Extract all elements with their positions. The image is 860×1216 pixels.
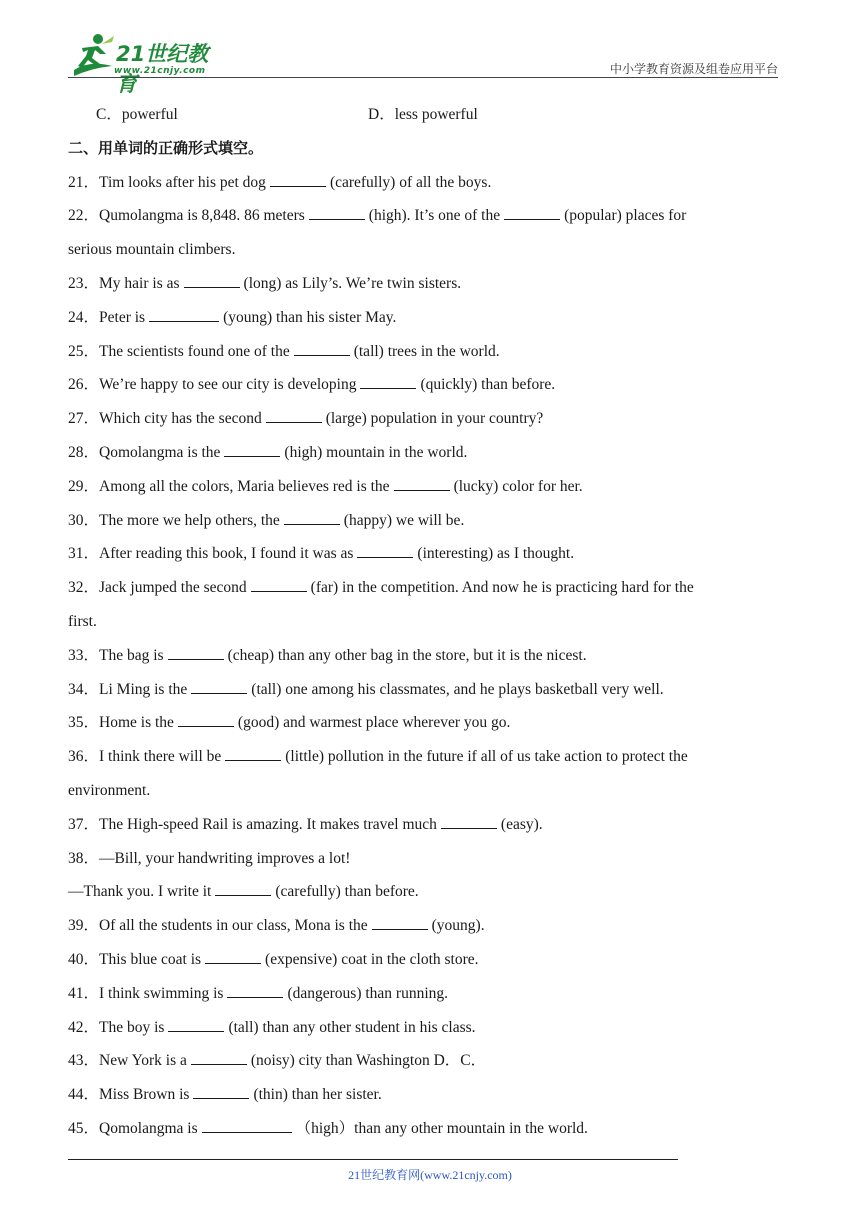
question-line [68,470,780,504]
answer-blank[interactable] [270,172,326,187]
question-text: (expensive) coat in the cloth store. [265,950,479,968]
question-number: 28． [68,443,100,461]
question-text: Peter is [99,308,146,326]
question-line [68,673,780,707]
question-line [68,166,780,200]
question-number: 27． [68,410,100,428]
question-number: 44． [68,1086,100,1104]
question-number: 40． [68,950,100,968]
question-text: (lucky) color for her. [453,477,583,495]
question-line [68,943,780,977]
question-text: The more we help others, the [99,511,280,529]
question-text: (easy). [500,815,543,833]
question-line [68,335,780,369]
answer-blank[interactable] [191,1050,247,1065]
question-text: (tall) trees in the world. [353,342,500,360]
answer-blank[interactable] [227,983,283,998]
question-text: New York is a [99,1052,187,1070]
question-line [68,605,780,639]
question-text: (far) in the competition. And now he is practicing hard for the [310,579,694,597]
question-number: 43． [68,1052,100,1070]
question-line [68,639,780,673]
question-text: We’re happy to see our city is developing [99,376,357,394]
question-text: —Bill, your handwriting improves a lot! [99,849,351,867]
question-line [68,402,780,436]
question-text: (long) as Lily’s. We’re twin sisters. [243,274,462,292]
question-text: Qomolangma is the [99,443,221,461]
question-text: Li Ming is the [99,680,188,698]
question-text: Home is the [99,714,174,732]
answer-blank[interactable] [225,746,281,761]
logo-url: www.21cnjy.com [114,66,206,76]
question-number: 21． [68,173,100,191]
question-text: (interesting) as I thought. [417,545,575,563]
page-header [68,30,778,96]
question-number: 30． [68,511,100,529]
question-number: 26． [68,376,100,394]
answer-options [68,98,780,132]
question-line [68,740,780,774]
question-number: 25． [68,342,100,360]
header-divider [68,77,778,78]
question-text: (tall) one among his classmates, and he plays basketball very well. [251,680,664,698]
question-text: —Thank you. I write it [68,883,212,901]
question-number: 24． [68,308,100,326]
question-line [68,1112,780,1146]
question-text: This blue coat is [99,950,202,968]
question-line [68,875,780,909]
answer-blank[interactable] [215,881,271,896]
platform-name: 中小学教育资源及组卷应用平台 [609,62,778,76]
answer-blank[interactable] [205,949,261,964]
question-text: Qomolangma is [99,1119,198,1137]
question-line [68,808,780,842]
page-footer: 21世纪教育网(www.21cnjy.com) [348,1168,512,1182]
question-text: (young). [431,917,485,935]
question-line [68,706,780,740]
question-number: 35． [68,714,100,732]
question-text: The bag is [99,646,164,664]
question-number: 32． [68,579,100,597]
question-text: The boy is [99,1018,165,1036]
question-text: The High-speed Rail is amazing. It makes travel much [99,815,437,833]
question-number: 23． [68,274,100,292]
answer-blank[interactable] [251,577,307,592]
answer-blank[interactable] [284,510,340,525]
question-line [68,233,780,267]
question-text: (tall) than any other student in his class. [228,1018,476,1036]
section-title: 二、用单词的正确形式填空。 [68,138,264,157]
question-text: (quickly) than before. [420,376,556,394]
answer-blank[interactable] [360,374,416,389]
question-number: 45． [68,1119,100,1137]
question-number: 33． [68,646,100,664]
question-line [68,977,780,1011]
runner-logo-icon [68,32,118,78]
question-line [68,436,780,470]
question-text: Of all the students in our class, Mona is the [99,917,368,935]
question-text: (little) pollution in the future if all of us take action to protect the [285,748,688,766]
question-text: (large) population in your country? [325,410,544,428]
question-text: first. [68,612,97,630]
option-d: D．less powerful [368,106,478,123]
answer-blank[interactable] [394,476,450,491]
option-c: C．powerful [96,106,178,123]
answer-blank[interactable] [504,205,560,220]
question-text: (carefully) than before. [275,883,419,901]
footer-divider [68,1159,678,1160]
question-text: The scientists found one of the [99,342,290,360]
question-text: (popular) places for [564,207,687,225]
question-text: (happy) we will be. [343,511,465,529]
answer-blank[interactable] [178,712,234,727]
answer-blank[interactable] [372,915,428,930]
question-text: (cheap) than any other bag in the store, but it is the nicest. [227,646,587,664]
question-line [68,267,780,301]
question-line [68,199,780,233]
question-text: (good) and warmest place wherever you go. [237,714,511,732]
question-line [68,1011,780,1045]
question-line [68,571,780,605]
question-number: 39． [68,917,100,935]
question-line [68,774,780,808]
question-text: After reading this book, I found it was as [99,545,354,563]
answer-blank[interactable] [191,679,247,694]
answer-blank[interactable] [193,1084,249,1099]
question-line [68,909,780,943]
question-number: 38． [68,849,100,867]
answer-blank[interactable] [357,543,413,558]
question-text: My hair is as [99,274,180,292]
question-text: (thin) than her sister. [253,1086,382,1104]
question-text: Tim looks after his pet dog [99,173,266,191]
question-text: I think there will be [99,748,222,766]
answer-blank[interactable] [309,205,365,220]
question-text: (high) mountain in the world. [284,443,468,461]
question-number: 34． [68,680,100,698]
answer-blank[interactable] [224,442,280,457]
answer-blank[interactable] [184,273,240,288]
question-text: environment. [68,781,151,799]
answer-blank[interactable] [294,341,350,356]
question-line [68,368,780,402]
question-line [68,537,780,571]
question-number: 36． [68,748,100,766]
answer-blank[interactable] [202,1118,292,1133]
question-text: Jack jumped the second [99,579,247,597]
question-line [68,301,780,335]
question-line [68,504,780,538]
question-line [68,842,780,876]
question-text: (high). It’s one of the [368,207,501,225]
question-text: (young) than his sister May. [223,308,397,326]
answer-blank[interactable] [266,408,322,423]
question-number: 42． [68,1018,100,1036]
logo-text: 21世纪教育 [116,42,209,96]
question-line [68,1044,780,1078]
question-text: Which city has the second [99,410,262,428]
answer-blank[interactable] [168,1017,224,1032]
question-number: 37． [68,815,100,833]
question-text: (noisy) city than Washington D．C． [250,1052,487,1070]
answer-blank[interactable] [441,814,497,829]
answer-blank[interactable] [168,645,224,660]
worksheet-body [68,98,780,1146]
question-number: 22． [68,207,100,225]
question-number: 31． [68,545,100,563]
question-number: 41． [68,984,100,1002]
question-number: 29． [68,477,100,495]
question-text: Qumolangma is 8,848. 86 meters [99,207,305,225]
question-text: (carefully) of all the boys. [329,173,492,191]
question-text: (dangerous) than running. [287,984,449,1002]
question-text: serious mountain climbers. [68,241,236,259]
site-logo [68,32,228,96]
question-line [68,1078,780,1112]
question-text: Miss Brown is [99,1086,190,1104]
answer-blank[interactable] [149,307,219,322]
question-text: （high）than any other mountain in the world. [295,1119,588,1137]
question-text: Among all the colors, Maria believes red is the [99,477,390,495]
question-text: I think swimming is [99,984,224,1002]
question-list [68,166,780,1146]
